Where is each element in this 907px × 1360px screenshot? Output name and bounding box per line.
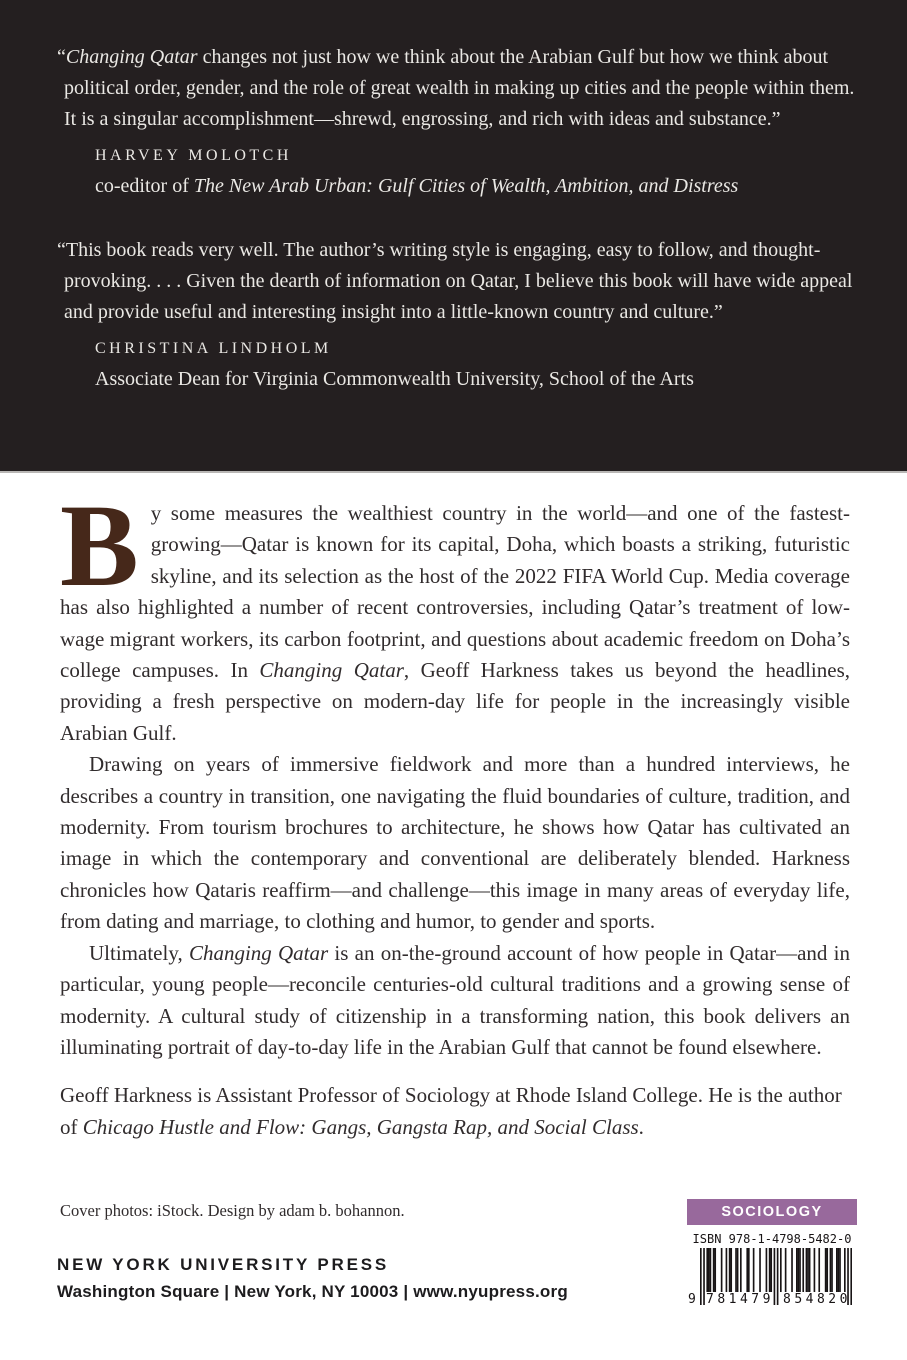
review-attribution-1 xyxy=(95,146,855,199)
review-quote-1: “Changing Qatar changes not just how we think about the Arabian Gulf but how we think about political order, gender, and the role of great wealth in making up cities and the people within them. It is a singular accomplishment—shrewd, engrossing, and rich with ideas and substance.” xyxy=(57,46,855,130)
review-quote-2: “This book reads very well. The author’s writing style is engaging, easy to follow, and thought-provoking. . . . Given the dearth of information on Qatar, I believe this book will have wide appeal and provide useful and interesting insight into a little-known country and culture.” xyxy=(57,239,853,323)
isbn-label: ISBN 978-1-4798-5482-0 xyxy=(692,1232,852,1246)
paragraph-text: y some measures the wealthiest country in the world—and one of the fastest-growing—Qatar is known for its capital, Doha, which boasts a striking, futuristic skyline, and its selection as the host of the 2022 FIFA World Cup. Media coverage has also highlighted a number of recent controversies, including Qatar’s treatment of low-wage migrant workers, its carbon footprint, and questions about academic freedom on Doha’s college campuses. In Changing Qatar, Geoff Harkness takes us beyond the headlines, providing a fresh perspective on modern-day life for people in the increasingly visible Arabian Gulf. xyxy=(60,501,850,745)
publisher-block xyxy=(57,1255,568,1302)
barcode-block xyxy=(687,1199,857,1305)
review-blurbs-section xyxy=(0,0,907,473)
cover-credit: Cover photos: iStock. Design by adam b. bohannon. xyxy=(60,1201,405,1220)
description-paragraph-3: Ultimately, Changing Qatar is an on-the-ground account of how people in Qatar—and in particular, young people—reconcile centuries-old cultural traditions and a growing sense of modernity. A cultural study of citizenship in a transforming nation, this book delivers an illuminating portrait of day-to-day life in the Arabian Gulf that cannot be found elsewhere. xyxy=(60,940,850,1059)
reviewer-name-1: HARVEY MOLOTCH xyxy=(95,147,292,164)
publisher-name: NEW YORK UNIVERSITY PRESS xyxy=(57,1255,389,1274)
category-label: SOCIOLOGY xyxy=(687,1199,857,1225)
drop-cap: B xyxy=(60,480,139,611)
description-paragraph-1 xyxy=(60,480,850,749)
barcode-digit-first: 9 xyxy=(688,1292,696,1307)
reviewer-title-1: co-editor of The New Arab Urban: Gulf Cities of Wealth, Ambition, and Distress xyxy=(95,175,739,197)
reviewer-title-2: Associate Dean for Virginia Commonwealth University, School of the Arts xyxy=(95,368,694,390)
barcode-digits-left: 781479 xyxy=(706,1292,774,1307)
description-paragraph-2: Drawing on years of immersive fieldwork and more than a hundred interviews, he describes a country in transition, one navigating the fluid boundaries of culture, tradition, and modernity. From tourism brochures to architecture, he shows how Qatar has cultivated an image in which the contemporary and conventional are deliberately blended. Harkness chronicles how Qataris reaffirm—and challenge—this image in many areas of everyday life, from dating and marriage, to clothing and humor, to gender and sports. xyxy=(60,752,850,934)
review-attribution-2 xyxy=(95,339,855,392)
book-description xyxy=(60,480,850,1063)
publisher-address: Washington Square | New York, NY 10003 | www.nyupress.org xyxy=(57,1282,568,1301)
author-bio: Geoff Harkness is Assistant Professor of Sociology at Rhode Island College. He is the author of Chicago Hustle and Flow: Gangs, Gangsta Rap, and Social Class. xyxy=(60,1083,842,1139)
reviewer-name-2: CHRISTINA LINDHOLM xyxy=(95,340,332,357)
barcode xyxy=(688,1248,852,1307)
description-section xyxy=(0,473,907,1143)
barcode-digits-right: 854820 xyxy=(783,1292,851,1307)
